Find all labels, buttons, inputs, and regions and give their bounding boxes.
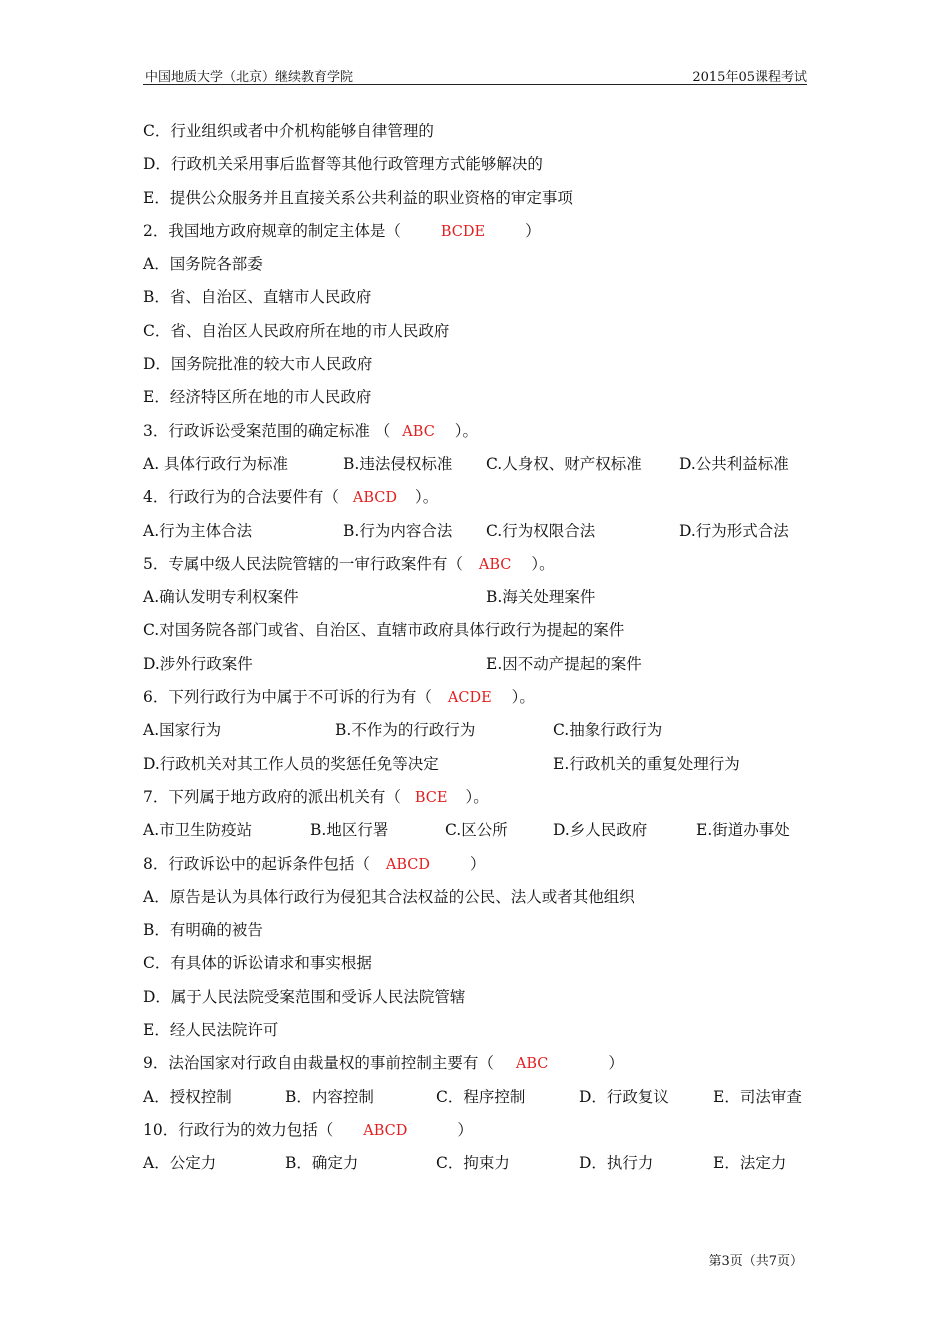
option-line: B．有明确的被告 bbox=[143, 921, 263, 940]
option-cell: B．内容控制 bbox=[285, 1087, 374, 1106]
option-line: E．经济特区所在地的市人民政府 bbox=[143, 388, 372, 407]
answer-text: BCE bbox=[414, 789, 448, 806]
page-number: 第3页（共7页） bbox=[708, 1254, 803, 1269]
option-cell: D．行政复议 bbox=[579, 1087, 669, 1106]
option-cell: E．法定力 bbox=[713, 1154, 787, 1173]
header-exam-title: 2015年05课程考试 bbox=[692, 70, 807, 85]
question-10: 10．行政行为的效力包括（ ABCD ） bbox=[143, 1120, 473, 1139]
option-row bbox=[143, 648, 813, 681]
option-line: E．经人民法院许可 bbox=[143, 1021, 279, 1040]
option-line: C．有具体的诉讼请求和事实根据 bbox=[143, 954, 372, 973]
option-cell: B．确定力 bbox=[285, 1154, 359, 1173]
question-6: 6．下列行政行为中属于不可诉的行为有（ ACDE ）。 bbox=[143, 688, 535, 707]
option-cell: A.国家行为 bbox=[143, 721, 222, 740]
header-institution: 中国地质大学（北京）继续教育学院 bbox=[145, 70, 354, 85]
option-line: C．省、自治区人民政府所在地的市人民政府 bbox=[143, 321, 450, 340]
option-row bbox=[143, 1081, 813, 1114]
answer-text: ABC bbox=[515, 1056, 549, 1073]
option-cell: B.不作为的行政行为 bbox=[335, 721, 476, 740]
option-cell: D.行为形式合法 bbox=[679, 521, 789, 540]
option-cell: D.乡人民政府 bbox=[553, 821, 648, 840]
answer-text: ABC bbox=[478, 556, 512, 573]
question-9: 9．法治国家对行政自由裁量权的事前控制主要有（ ABC ） bbox=[143, 1054, 624, 1073]
option-row bbox=[143, 515, 813, 548]
option-cell: C.行为权限合法 bbox=[486, 521, 596, 540]
answer-text: ABCD bbox=[363, 1122, 408, 1139]
option-line: B．省、自治区、直辖市人民政府 bbox=[143, 288, 372, 307]
option-cell: A.市卫生防疫站 bbox=[143, 821, 253, 840]
option-cell: D.涉外行政案件 bbox=[143, 654, 253, 673]
question-3: 3．行政诉讼受案范围的确定标准 （ ABC ）。 bbox=[143, 421, 479, 440]
option-line: A．国务院各部委 bbox=[143, 255, 263, 274]
option-cell: A．公定力 bbox=[143, 1154, 217, 1173]
option-cell: A.确认发明专利权案件 bbox=[143, 588, 299, 607]
option-cell: A.行为主体合法 bbox=[143, 521, 253, 540]
option-cell: B.行为内容合法 bbox=[343, 521, 453, 540]
option-cell: C．拘束力 bbox=[436, 1154, 510, 1173]
answer-text: ABCD bbox=[352, 490, 397, 507]
option-row bbox=[143, 448, 813, 481]
option-cell: B.违法侵权标准 bbox=[343, 454, 453, 473]
option-cell: D.公共利益标准 bbox=[679, 454, 789, 473]
option-line: A．原告是认为具体行政行为侵犯其合法权益的公民、法人或者其他组织 bbox=[143, 887, 635, 906]
text-line: C．行业组织或者中介机构能够自律管理的 bbox=[143, 122, 434, 140]
option-row bbox=[143, 581, 813, 614]
option-row bbox=[143, 814, 813, 847]
text-line: D．行政机关采用事后监督等其他行政管理方式能够解决的 bbox=[143, 155, 543, 174]
option-cell: C.抽象行政行为 bbox=[553, 721, 663, 740]
option-line: D．属于人民法院受案范围和受诉人民法院管辖 bbox=[143, 987, 466, 1006]
answer-text: ABCD bbox=[385, 856, 430, 873]
question-5: 5．专属中级人民法院管辖的一审行政案件有（ ABC ）。 bbox=[143, 554, 555, 573]
option-row bbox=[143, 714, 813, 747]
text-line: E．提供公众服务并且直接关系公共利益的职业资格的审定事项 bbox=[143, 188, 573, 207]
option-cell: D.行政机关对其工作人员的奖惩任免等决定 bbox=[143, 754, 439, 773]
option-cell: E.行政机关的重复处理行为 bbox=[553, 754, 740, 773]
question-7: 7．下列属于地方政府的派出机关有（ BCE ）。 bbox=[143, 787, 489, 806]
option-cell: A. 具体行政行为标准 bbox=[143, 454, 289, 473]
option-cell: C.人身权、财产权标准 bbox=[486, 454, 642, 473]
option-cell: E．司法审查 bbox=[713, 1087, 802, 1106]
question-4: 4．行政行为的合法要件有（ ABCD ）。 bbox=[143, 488, 439, 507]
option-cell: E.街道办事处 bbox=[696, 821, 790, 840]
option-cell: B.海关处理案件 bbox=[486, 588, 596, 607]
answer-text: ABC bbox=[402, 423, 435, 440]
option-row bbox=[143, 748, 813, 781]
option-cell: E.因不动产提起的案件 bbox=[486, 654, 642, 673]
page-header bbox=[143, 64, 807, 85]
option-cell: A．授权控制 bbox=[143, 1087, 232, 1106]
option-cell: C．程序控制 bbox=[436, 1087, 526, 1106]
option-line: C.对国务院各部门或省、自治区、直辖市政府具体行政行为提起的案件 bbox=[143, 621, 625, 640]
question-2: 2．我国地方政府规章的制定主体是（ BCDE ） bbox=[143, 221, 541, 240]
answer-text: ACDE bbox=[447, 690, 492, 707]
option-row bbox=[143, 1147, 813, 1180]
option-cell: D．执行力 bbox=[579, 1154, 654, 1173]
option-cell: B.地区行署 bbox=[310, 821, 389, 840]
question-content bbox=[143, 115, 813, 1181]
answer-text: BCDE bbox=[440, 223, 486, 240]
option-cell: C.区公所 bbox=[445, 821, 508, 840]
question-8: 8．行政诉讼中的起诉条件包括（ ABCD ） bbox=[143, 854, 486, 873]
option-line: D．国务院批准的较大市人民政府 bbox=[143, 355, 373, 374]
